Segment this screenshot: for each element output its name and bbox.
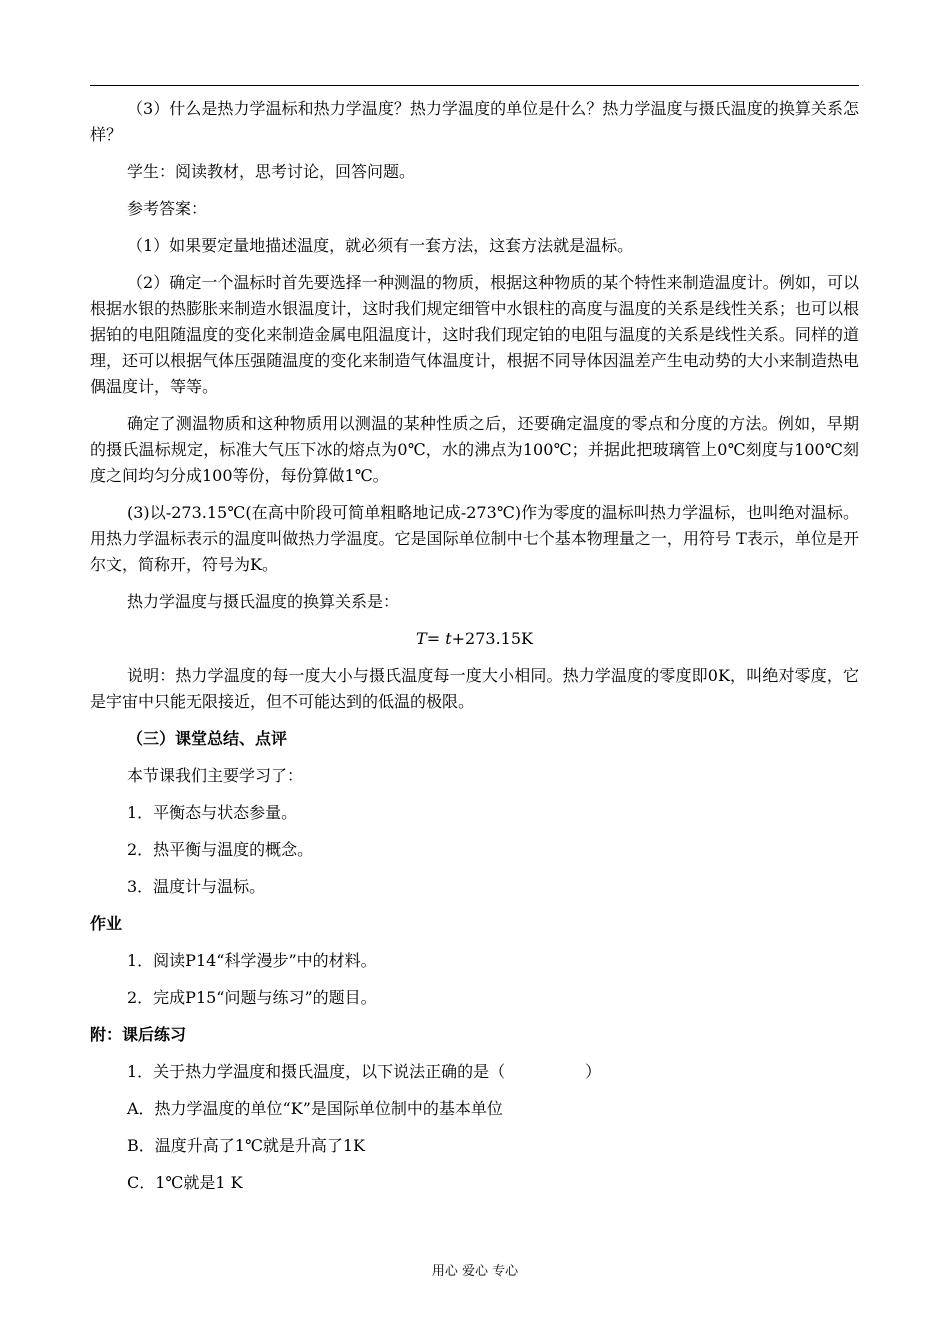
conversion-intro: 热力学温度与摄氏温度的换算关系是： bbox=[127, 592, 400, 611]
summary-item-2: 2．热平衡与温度的概念。 bbox=[127, 840, 314, 859]
answer-2: （2）确定一个温标时首先要选择一种测温的物质，根据这种物质的某个特性来制造温度计。例如，可以根据水银的热膨胀来制造水银温度计，这时我们规定细管中水银柱的高度与温度的关系是线性关系；也可以根据铂的电阻随温度的变化来制造金属电阻温度计，这时我们现定铂的电阻与温度的关系是线性关系。同样的道理，还可以根据气体压强随温度的变化来制造气体温度计，根据不同导体因温差产生电动势的大小来制造热电偶温度计，等等。 bbox=[90, 273, 859, 396]
homework-item-1: 1．阅读P14“科学漫步”中的材料。 bbox=[127, 951, 377, 970]
summary-heading: （三）课堂总结、点评 bbox=[127, 729, 288, 748]
exercise-option-b: B．温度升高了1℃就是升高了1K bbox=[127, 1136, 365, 1155]
question-3: （3）什么是热力学温标和热力学温度？热力学温度的单位是什么？热力学温度与摄氏温度的换算关系怎样？ bbox=[90, 99, 859, 144]
answer-heading: 参考答案： bbox=[127, 199, 208, 218]
header-rule bbox=[90, 85, 859, 86]
student-activity: 学生：阅读教材，思考讨论，回答问题。 bbox=[127, 162, 416, 181]
formula-eq: = bbox=[426, 629, 446, 648]
answer-1: （1）如果要定量地描述温度，就必须有一套方法，这套方法就是温标。 bbox=[127, 236, 634, 255]
conversion-formula bbox=[90, 626, 859, 652]
note-paragraph: 说明：热力学温度的每一度大小与摄氏温度每一度大小相同。热力学温度的零度即0K，叫绝对零度，它是宇宙中只能无限接近，但不可能达到的低温的极限。 bbox=[90, 666, 859, 711]
formula-rest: +273.15K bbox=[451, 629, 533, 648]
summary-item-1: 1．平衡态与状态参量。 bbox=[127, 803, 298, 822]
answer-2-continued: 确定了测温物质和这种物质用以测温的某种性质之后，还要确定温度的零点和分度的方法。例如，早期的摄氏温标规定，标准大气压下冰的熔点为0℃，水的沸点为100℃；并据此把玻璃管上0℃刻度与100℃刻度之间均匀分成100等份，每份算做1℃。 bbox=[90, 414, 859, 485]
exercise-heading: 附：课后练习 bbox=[90, 1025, 187, 1044]
homework-item-2: 2．完成P15“问题与练习”的题目。 bbox=[127, 988, 377, 1007]
exercise-option-c: C．1℃就是1 K bbox=[127, 1173, 243, 1192]
summary-item-3: 3．温度计与温标。 bbox=[127, 877, 266, 896]
formula-T: T bbox=[416, 629, 427, 648]
exercise-question-1: 1．关于热力学温度和摄氏温度，以下说法正确的是（ ） bbox=[127, 1062, 602, 1081]
formula-t: t bbox=[445, 629, 452, 648]
homework-heading: 作业 bbox=[90, 914, 123, 933]
page-footer: 用心 爱心 专心 bbox=[431, 1264, 519, 1279]
document-body bbox=[90, 96, 859, 1196]
summary-intro: 本节课我们主要学习了： bbox=[127, 766, 304, 785]
answer-3: (3)以-273.15℃(在高中阶段可简单粗略地记成-273℃)作为零度的温标叫热力学温标，也叫绝对温标。用热力学温标表示的温度叫做热力学温度。它是国际单位制中七个基本物理量之一，用符号 T表示，单位是开尔文，简称开，符号为K。 bbox=[90, 503, 859, 574]
exercise-option-a: A．热力学温度的单位“K”是国际单位制中的基本单位 bbox=[127, 1099, 503, 1118]
